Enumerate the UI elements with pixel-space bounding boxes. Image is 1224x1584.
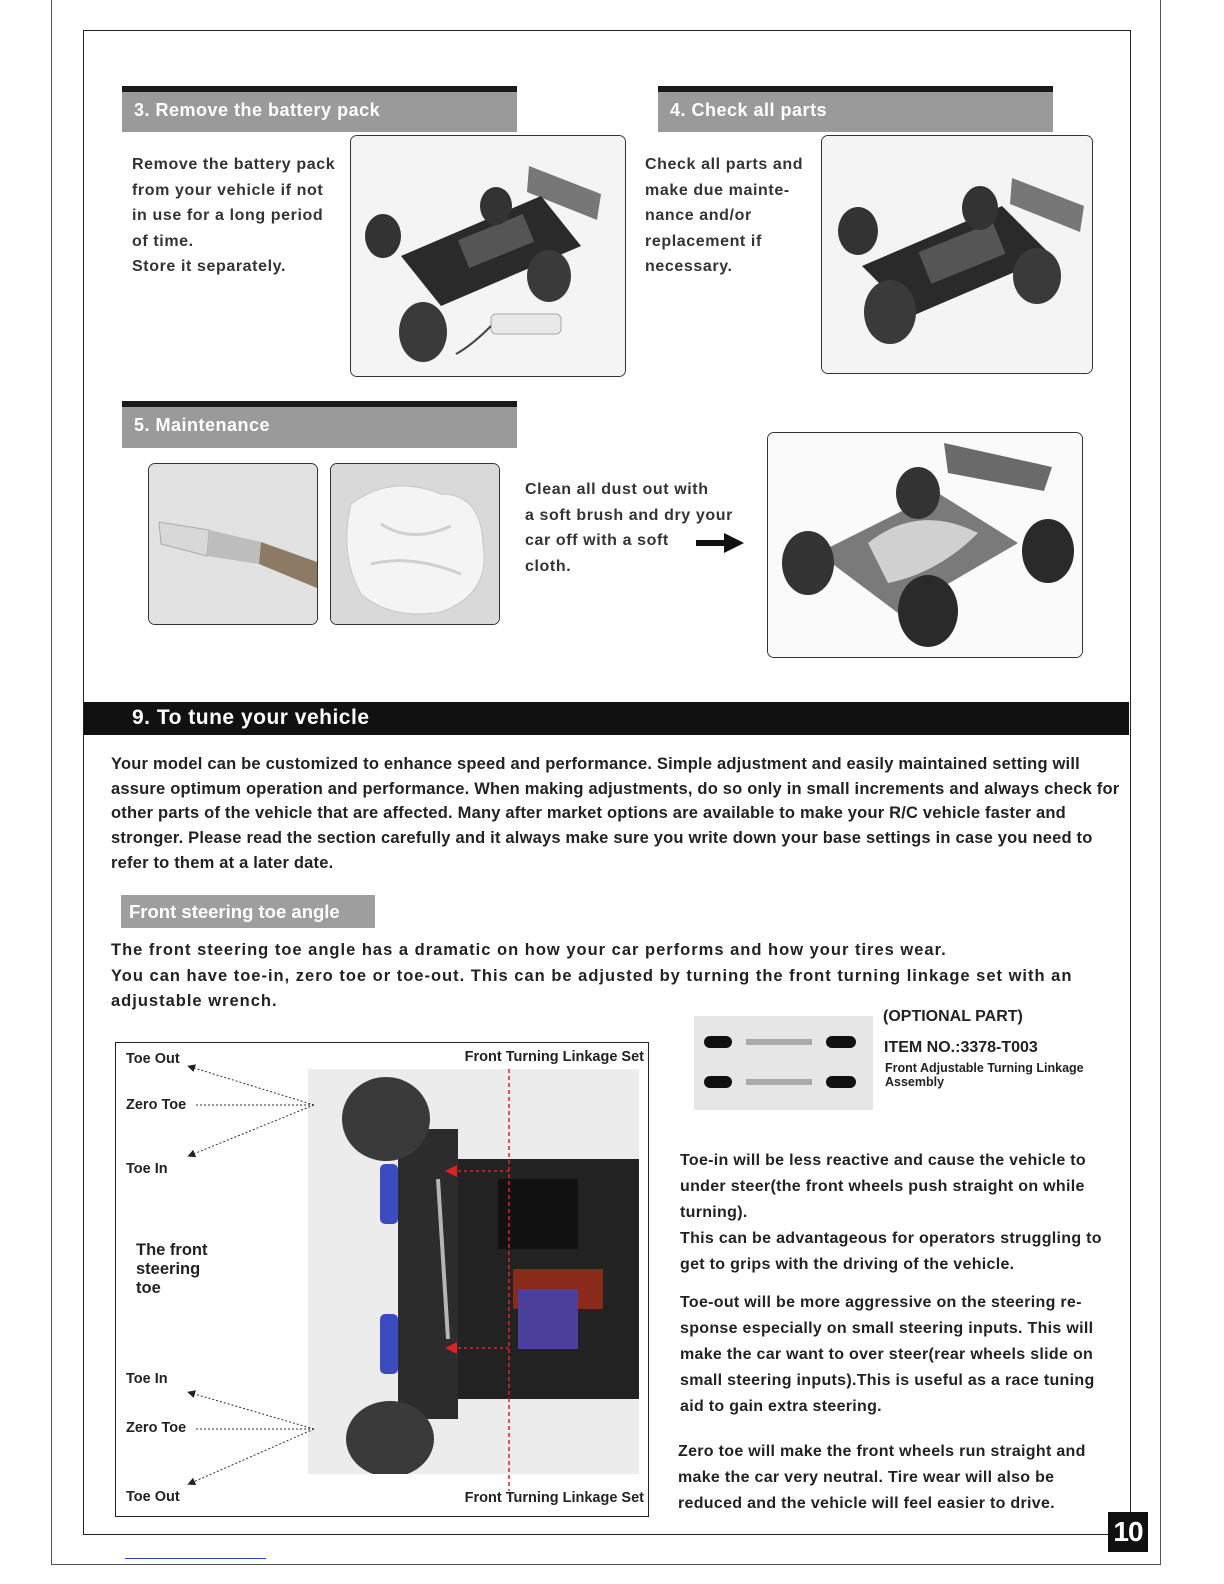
label-toe-in-top: Toe In <box>126 1161 168 1177</box>
item-number: ITEM NO.:3378-T003 <box>884 1039 1038 1056</box>
section-maintenance-text: Clean all dust out with a soft brush and dry your car off with a soft cloth. <box>525 481 733 575</box>
section-maintenance-title: 5. Maintenance <box>122 401 517 448</box>
label-zero-toe-bottom: Zero Toe <box>126 1420 187 1436</box>
section-battery-text: Remove the battery pack from your vehicle if not in use for a long period of time. Store it separately. <box>132 156 336 276</box>
footer-rule <box>125 1558 266 1559</box>
toe-diagram <box>115 1042 649 1517</box>
battery-car-photo <box>350 135 626 377</box>
tune-section-title: 9. To tune your vehicle <box>132 706 370 729</box>
cloth-photo <box>330 463 500 625</box>
section-check-text: Check all parts and make due mainte- nance and/or replacement if necessary. <box>645 156 804 276</box>
toe-in-description: Toe-in will be less reactive and cause the vehicle to under steer(the front wheels push straight on while turning). This can be advantageous for operators struggling to get to grips with the driving of the vehicle. <box>680 1152 1102 1273</box>
label-toe-out-bottom: Toe Out <box>126 1489 180 1505</box>
label-zero-toe-top: Zero Toe <box>126 1097 187 1113</box>
tune-intro-paragraph: Your model can be customized to enhance speed and performance. Simple adjustment and easily maintained setting will assure optimum operation and performance. When making adjustments, do so only in small increments and always check for other parts of the vehicle that are affected. Many after market options are available to make your R/C vehicle faster and stronger. Please read the section carefully and it always make sure you write down your base settings in case you need to refer to them at a later date. <box>111 755 1120 872</box>
arrow-right-icon <box>696 533 746 553</box>
label-linkage-bottom: Front Turning Linkage Set <box>464 1490 644 1506</box>
optional-part-label: (OPTIONAL PART) <box>883 1008 1023 1025</box>
linkage-part-photo <box>694 1016 873 1110</box>
label-front-steering-toe: The front steering toe <box>136 1241 208 1297</box>
item-description: Front Adjustable Turning Linkage Assembly <box>885 1061 1084 1089</box>
label-toe-in-bottom: Toe In <box>126 1371 168 1387</box>
label-toe-out-top: Toe Out <box>126 1051 180 1067</box>
toe-intro-line1: The front steering toe angle has a dramatic on how your car performs and how your tires wear. <box>111 941 947 959</box>
toe-out-description: Toe-out will be more aggressive on the steering re-sponse especially on small steering inputs. This will make the car want to over steer(rear wheels slide on small steering inputs).This is useful as a race tuning aid to gain extra steering. <box>680 1294 1095 1415</box>
maintained-car-photo <box>767 432 1083 658</box>
label-linkage-top: Front Turning Linkage Set <box>464 1049 644 1065</box>
toe-intro-paragraph <box>111 938 1121 1015</box>
section-check-title: 4. Check all parts <box>658 86 1053 132</box>
toe-angle-title: Front steering toe angle <box>121 895 375 928</box>
section-battery-title: 3. Remove the battery pack <box>122 86 517 132</box>
check-car-photo <box>821 135 1093 374</box>
brush-photo <box>148 463 318 625</box>
toe-intro-line2: You can have toe-in, zero toe or toe-out. This can be adjusted by turning the front turning linkage set with an adjustable wrench. <box>111 966 1073 1010</box>
zero-toe-description: Zero toe will make the front wheels run straight and make the car very neutral. Tire wear will also be reduced and the vehicle will feel easier to drive. <box>678 1443 1086 1512</box>
page-number: 10 <box>1108 1512 1148 1552</box>
